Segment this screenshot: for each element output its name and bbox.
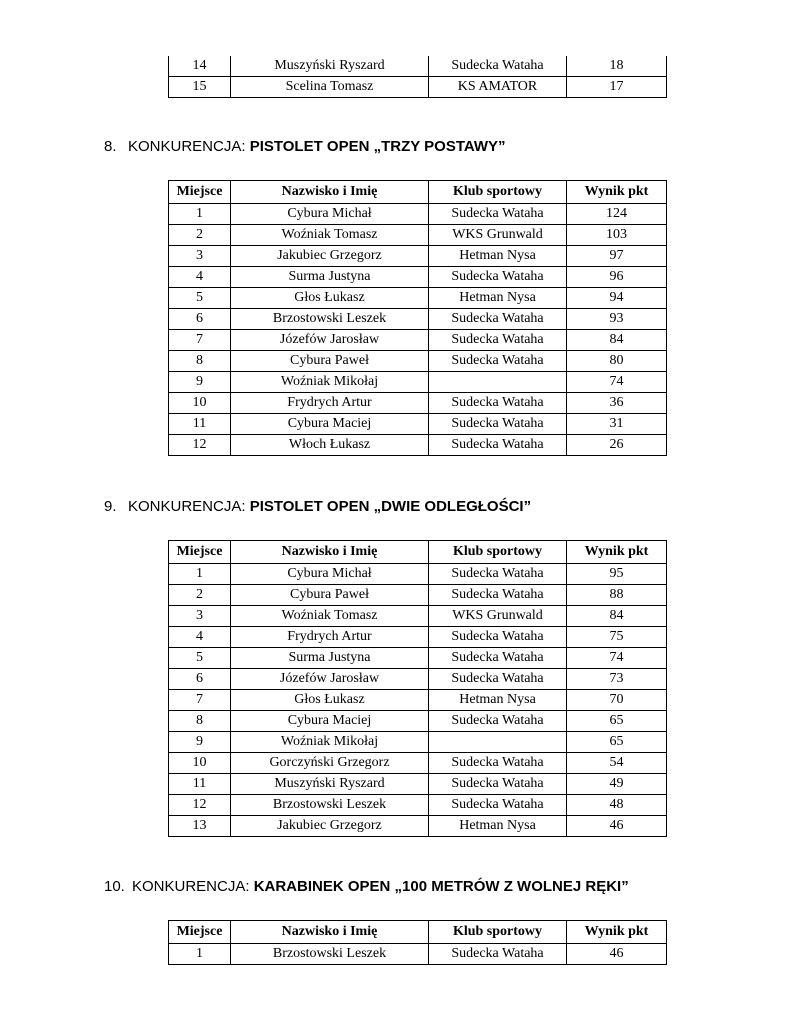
name-cell: Cybura Michał <box>231 564 429 585</box>
results-table-section-9 <box>168 540 667 837</box>
score-cell: 124 <box>567 204 667 225</box>
header-score: Wynik pkt <box>567 541 667 564</box>
name-cell: Woźniak Mikołaj <box>231 732 429 753</box>
score-cell: 31 <box>567 414 667 435</box>
table-row <box>169 288 667 309</box>
section-name: PISTOLET OPEN „DWIE ODLEGŁOŚCI” <box>249 498 532 515</box>
name-cell: Cybura Paweł <box>231 351 429 372</box>
results-table-section-8 <box>168 180 667 456</box>
score-cell: 65 <box>567 711 667 732</box>
name-cell: Józefów Jarosław <box>231 669 429 690</box>
place-cell: 6 <box>169 669 231 690</box>
section-10-title <box>104 878 629 895</box>
table-body <box>169 204 667 456</box>
place-cell: 4 <box>169 267 231 288</box>
name-cell: Brzostowski Leszek <box>231 944 429 965</box>
name-cell: Głos Łukasz <box>231 690 429 711</box>
table-row <box>169 267 667 288</box>
club-cell: Sudecka Wataha <box>429 774 567 795</box>
name-cell: Cybura Maciej <box>231 414 429 435</box>
club-cell: Hetman Nysa <box>429 816 567 837</box>
score-cell: 84 <box>567 330 667 351</box>
place-cell: 10 <box>169 753 231 774</box>
score-cell: 54 <box>567 753 667 774</box>
place-cell: 13 <box>169 816 231 837</box>
score-cell: 26 <box>567 435 667 456</box>
name-cell: Włoch Łukasz <box>231 435 429 456</box>
club-cell: Sudecka Wataha <box>429 795 567 816</box>
header-place: Miejsce <box>169 921 231 944</box>
table-row <box>169 435 667 456</box>
table-row <box>169 204 667 225</box>
place-cell: 15 <box>169 77 231 98</box>
score-cell: 65 <box>567 732 667 753</box>
table-row <box>169 564 667 585</box>
place-cell: 7 <box>169 690 231 711</box>
club-cell: WKS Grunwald <box>429 225 567 246</box>
table-header-row <box>169 181 667 204</box>
table-row <box>169 309 667 330</box>
club-cell: KS AMATOR <box>429 77 567 98</box>
section-label: KONKURENCJA: <box>132 878 254 895</box>
name-cell: Surma Justyna <box>231 648 429 669</box>
club-cell: Sudecka Wataha <box>429 753 567 774</box>
place-cell: 9 <box>169 732 231 753</box>
place-cell: 8 <box>169 711 231 732</box>
table-header-row <box>169 921 667 944</box>
club-cell: Sudecka Wataha <box>429 435 567 456</box>
header-place: Miejsce <box>169 181 231 204</box>
section-label: KONKURENCJA: <box>128 138 250 155</box>
table-row <box>169 585 667 606</box>
name-cell: Głos Łukasz <box>231 288 429 309</box>
section-label: KONKURENCJA: <box>128 498 250 515</box>
place-cell: 5 <box>169 648 231 669</box>
results-table-continued <box>168 56 667 98</box>
place-cell: 11 <box>169 414 231 435</box>
place-cell: 7 <box>169 330 231 351</box>
section-8-title <box>104 138 506 155</box>
place-cell: 12 <box>169 435 231 456</box>
section-name: PISTOLET OPEN „TRZY POSTAWY” <box>249 138 506 155</box>
table-row <box>169 944 667 965</box>
section-name: KARABINEK OPEN „100 METRÓW Z WOLNEJ RĘKI” <box>253 878 629 895</box>
table-row <box>169 753 667 774</box>
table-body <box>169 564 667 837</box>
place-cell: 2 <box>169 585 231 606</box>
place-cell: 1 <box>169 944 231 965</box>
table-row <box>169 414 667 435</box>
table-row <box>169 77 667 98</box>
club-cell: Sudecka Wataha <box>429 711 567 732</box>
table-row <box>169 732 667 753</box>
header-place: Miejsce <box>169 541 231 564</box>
place-cell: 14 <box>169 56 231 77</box>
score-cell: 70 <box>567 690 667 711</box>
place-cell: 3 <box>169 606 231 627</box>
score-cell: 93 <box>567 309 667 330</box>
name-cell: Cybura Maciej <box>231 711 429 732</box>
club-cell: Sudecka Wataha <box>429 204 567 225</box>
header-name: Nazwisko i Imię <box>231 921 429 944</box>
section-9-title <box>104 498 531 515</box>
header-score: Wynik pkt <box>567 181 667 204</box>
score-cell: 88 <box>567 585 667 606</box>
name-cell: Scelina Tomasz <box>231 77 429 98</box>
score-cell: 18 <box>567 56 667 77</box>
results-table-section-10 <box>168 920 667 965</box>
header-name: Nazwisko i Imię <box>231 541 429 564</box>
header-club: Klub sportowy <box>429 921 567 944</box>
score-cell: 95 <box>567 564 667 585</box>
name-cell: Muszyński Ryszard <box>231 774 429 795</box>
table-row <box>169 372 667 393</box>
name-cell: Józefów Jarosław <box>231 330 429 351</box>
table-row <box>169 774 667 795</box>
score-cell: 75 <box>567 627 667 648</box>
score-cell: 46 <box>567 816 667 837</box>
score-cell: 97 <box>567 246 667 267</box>
table-row <box>169 669 667 690</box>
name-cell: Surma Justyna <box>231 267 429 288</box>
name-cell: Woźniak Tomasz <box>231 606 429 627</box>
table-row <box>169 690 667 711</box>
club-cell: Sudecka Wataha <box>429 669 567 690</box>
name-cell: Cybura Michał <box>231 204 429 225</box>
name-cell: Cybura Paweł <box>231 585 429 606</box>
section-number: 8. <box>104 138 117 155</box>
club-cell: Sudecka Wataha <box>429 56 567 77</box>
table-row <box>169 246 667 267</box>
name-cell: Woźniak Mikołaj <box>231 372 429 393</box>
club-cell: Hetman Nysa <box>429 690 567 711</box>
table-row <box>169 627 667 648</box>
club-cell <box>429 372 567 393</box>
score-cell: 74 <box>567 372 667 393</box>
club-cell <box>429 732 567 753</box>
place-cell: 9 <box>169 372 231 393</box>
place-cell: 1 <box>169 204 231 225</box>
club-cell: WKS Grunwald <box>429 606 567 627</box>
place-cell: 8 <box>169 351 231 372</box>
table-body <box>169 944 667 965</box>
name-cell: Frydrych Artur <box>231 627 429 648</box>
place-cell: 3 <box>169 246 231 267</box>
name-cell: Gorczyński Grzegorz <box>231 753 429 774</box>
name-cell: Frydrych Artur <box>231 393 429 414</box>
place-cell: 2 <box>169 225 231 246</box>
name-cell: Jakubiec Grzegorz <box>231 816 429 837</box>
score-cell: 48 <box>567 795 667 816</box>
place-cell: 1 <box>169 564 231 585</box>
score-cell: 73 <box>567 669 667 690</box>
score-cell: 49 <box>567 774 667 795</box>
place-cell: 4 <box>169 627 231 648</box>
header-name: Nazwisko i Imię <box>231 181 429 204</box>
table-row <box>169 648 667 669</box>
name-cell: Jakubiec Grzegorz <box>231 246 429 267</box>
header-club: Klub sportowy <box>429 541 567 564</box>
club-cell: Sudecka Wataha <box>429 414 567 435</box>
club-cell: Sudecka Wataha <box>429 648 567 669</box>
score-cell: 74 <box>567 648 667 669</box>
header-club: Klub sportowy <box>429 181 567 204</box>
table-row <box>169 330 667 351</box>
score-cell: 36 <box>567 393 667 414</box>
club-cell: Sudecka Wataha <box>429 267 567 288</box>
score-cell: 96 <box>567 267 667 288</box>
name-cell: Muszyński Ryszard <box>231 56 429 77</box>
table-row <box>169 351 667 372</box>
table-row <box>169 606 667 627</box>
table-row <box>169 795 667 816</box>
club-cell: Sudecka Wataha <box>429 393 567 414</box>
club-cell: Sudecka Wataha <box>429 944 567 965</box>
place-cell: 10 <box>169 393 231 414</box>
section-number: 9. <box>104 498 117 515</box>
club-cell: Sudecka Wataha <box>429 351 567 372</box>
club-cell: Sudecka Wataha <box>429 330 567 351</box>
club-cell: Hetman Nysa <box>429 288 567 309</box>
name-cell: Woźniak Tomasz <box>231 225 429 246</box>
score-cell: 94 <box>567 288 667 309</box>
club-cell: Sudecka Wataha <box>429 564 567 585</box>
score-cell: 103 <box>567 225 667 246</box>
table-row <box>169 393 667 414</box>
club-cell: Sudecka Wataha <box>429 627 567 648</box>
place-cell: 11 <box>169 774 231 795</box>
table-row <box>169 225 667 246</box>
table-row <box>169 56 667 77</box>
score-cell: 17 <box>567 77 667 98</box>
place-cell: 6 <box>169 309 231 330</box>
score-cell: 84 <box>567 606 667 627</box>
section-number: 10. <box>104 878 125 895</box>
continued-rows <box>169 56 667 98</box>
score-cell: 46 <box>567 944 667 965</box>
score-cell: 80 <box>567 351 667 372</box>
name-cell: Brzostowski Leszek <box>231 309 429 330</box>
table-row <box>169 816 667 837</box>
header-score: Wynik pkt <box>567 921 667 944</box>
club-cell: Sudecka Wataha <box>429 585 567 606</box>
club-cell: Hetman Nysa <box>429 246 567 267</box>
name-cell: Brzostowski Leszek <box>231 795 429 816</box>
club-cell: Sudecka Wataha <box>429 309 567 330</box>
place-cell: 5 <box>169 288 231 309</box>
table-row <box>169 711 667 732</box>
table-header-row <box>169 541 667 564</box>
place-cell: 12 <box>169 795 231 816</box>
